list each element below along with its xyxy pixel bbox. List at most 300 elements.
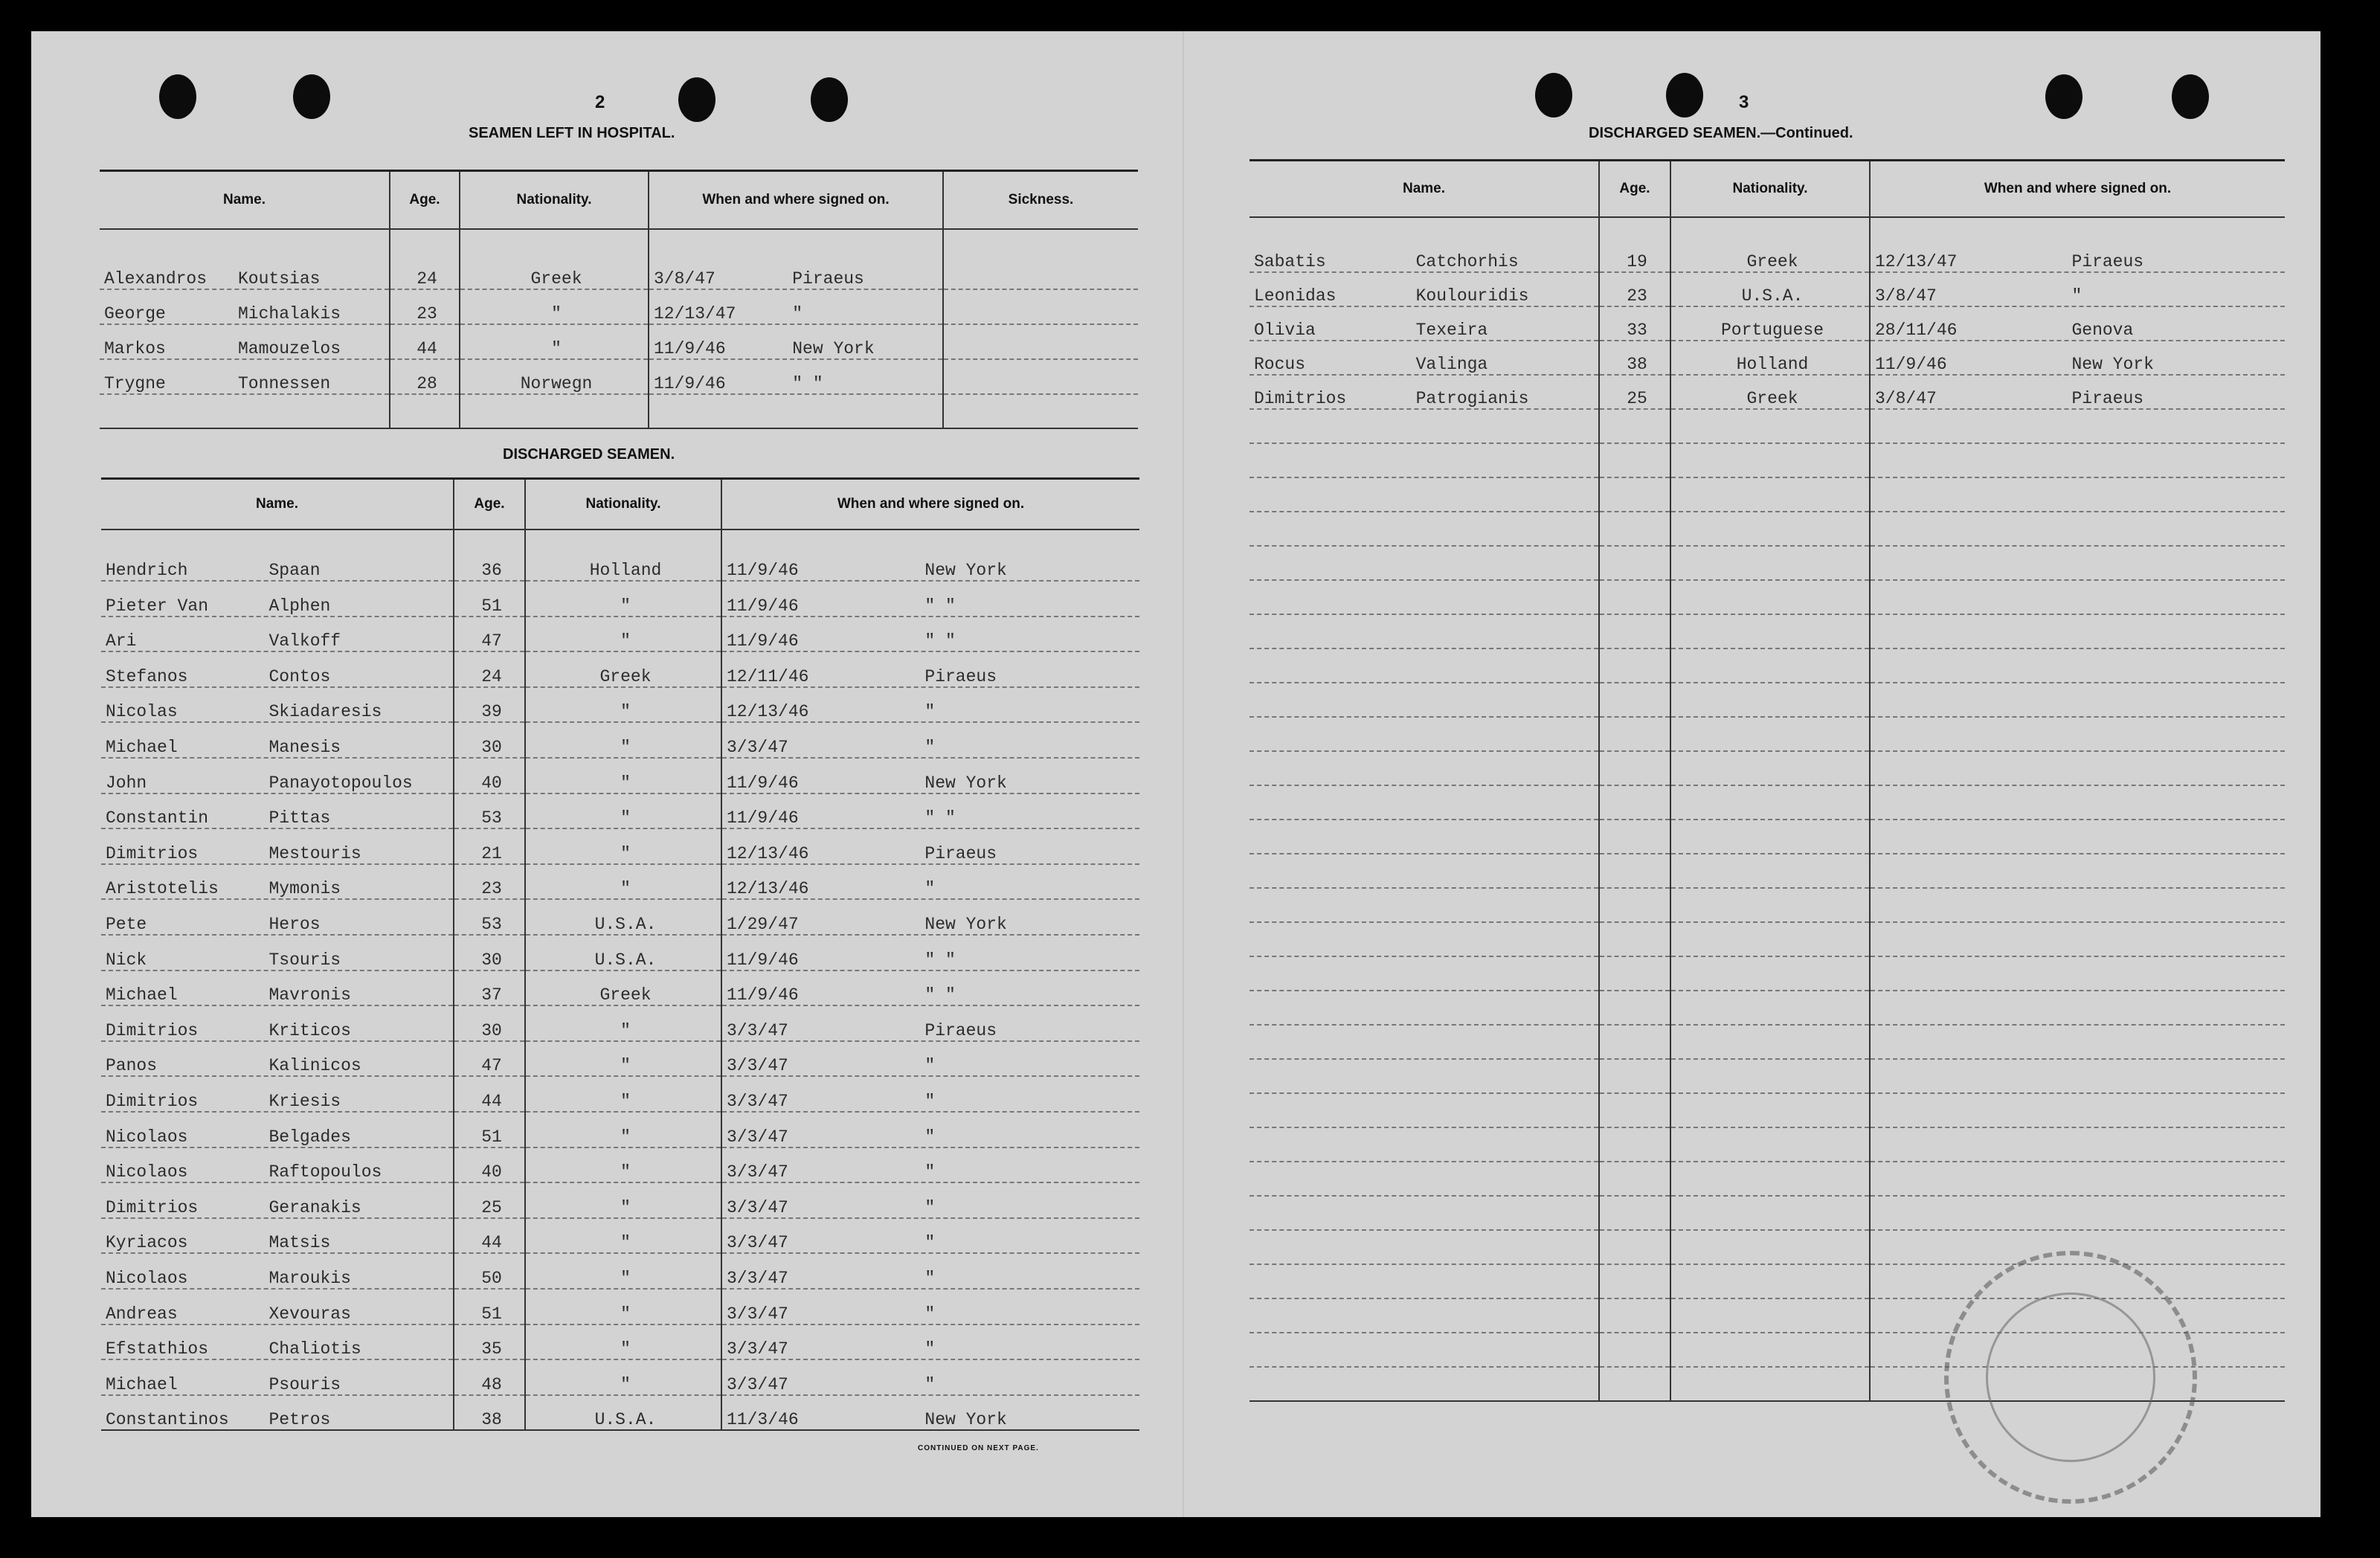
page-fold — [1183, 31, 1184, 1517]
document-sheet — [31, 31, 2320, 1517]
signed-on-place: " — [924, 1374, 936, 1394]
discharged-continued-table — [1250, 159, 2285, 1402]
seaman-first-name: Dimitrios — [106, 843, 199, 863]
seaman-nationality: " — [460, 324, 649, 359]
seaman-age: 30 — [454, 722, 525, 758]
table-row — [101, 1218, 1139, 1254]
col-header-nationality: Nationality. — [525, 479, 721, 529]
signed-on-place: New York — [924, 915, 1007, 935]
signed-on-place: " " — [792, 373, 823, 393]
seaman-age: 53 — [454, 794, 525, 829]
seaman-last-name: Mavronis — [268, 985, 351, 1005]
seaman-age: 37 — [454, 970, 525, 1006]
seaman-age: 24 — [390, 254, 460, 289]
seaman-nationality: " — [525, 1289, 721, 1324]
table-row — [101, 722, 1139, 758]
table-row — [101, 581, 1139, 617]
punch-hole — [293, 74, 330, 119]
seaman-first-name: Hendrich — [106, 561, 188, 581]
col-header-signed-on: When and where signed on. — [649, 171, 943, 229]
seaman-age: 50 — [454, 1253, 525, 1289]
seaman-last-name: Maroukis — [268, 1268, 351, 1288]
signed-on-place: " — [924, 1127, 936, 1147]
seaman-age: 23 — [1599, 272, 1670, 306]
col-header-signed-on: When and where signed on. — [1870, 161, 2285, 217]
table-row — [101, 546, 1139, 582]
seaman-first-name: Andreas — [106, 1304, 178, 1324]
seaman-age: 30 — [454, 935, 525, 970]
seaman-age: 48 — [454, 1359, 525, 1395]
seaman-first-name: George — [104, 303, 166, 323]
seaman-first-name: Pete — [106, 915, 147, 935]
seaman-last-name: Catchorhis — [1415, 251, 1519, 271]
page-number-right: 3 — [1739, 92, 1749, 112]
signed-on-date: 3/3/47 — [727, 1020, 788, 1040]
seaman-age: 25 — [454, 1182, 525, 1218]
table-row — [101, 864, 1139, 900]
signed-on-place: Piraeus — [2071, 388, 2144, 408]
discharged-section-title: DISCHARGED SEAMEN. — [503, 446, 675, 463]
signed-on-place: " — [924, 1268, 936, 1288]
seaman-last-name: Manesis — [268, 738, 341, 758]
punch-hole — [811, 77, 848, 122]
table-row — [101, 758, 1139, 794]
seaman-sickness — [943, 324, 1138, 359]
blank-row — [1250, 785, 2285, 820]
table-row — [101, 687, 1139, 723]
seaman-last-name: Michalakis — [238, 303, 341, 323]
seaman-age: 44 — [390, 324, 460, 359]
seaman-age: 25 — [1599, 375, 1670, 409]
seaman-nationality: Greek — [460, 254, 649, 289]
signed-on-place: Piraeus — [924, 843, 997, 863]
seaman-last-name: Tsouris — [268, 950, 341, 970]
seaman-last-name: Koulouridis — [1415, 286, 1529, 306]
seaman-first-name: Leonidas — [1254, 286, 1337, 306]
signed-on-place: " — [2071, 286, 2082, 306]
blank-row — [1250, 443, 2285, 477]
col-header-name: Name. — [1250, 161, 1599, 217]
signed-on-date: 11/9/46 — [727, 596, 799, 616]
seaman-age: 23 — [390, 289, 460, 324]
seaman-first-name: Dimitrios — [1254, 388, 1347, 408]
seaman-first-name: Kyriacos — [106, 1233, 188, 1253]
seaman-age: 21 — [454, 828, 525, 864]
blank-row — [1250, 991, 2285, 1025]
signed-on-date: 11/9/46 — [727, 950, 799, 970]
table-row — [101, 651, 1139, 687]
signed-on-date: 11/9/46 — [727, 773, 799, 793]
seaman-first-name: Olivia — [1254, 320, 1316, 340]
seaman-last-name: Kalinicos — [268, 1056, 361, 1076]
blank-row — [1250, 854, 2285, 888]
signed-on-date: 3/3/47 — [727, 1374, 788, 1394]
table-row — [101, 1359, 1139, 1395]
continued-note: CONTINUED ON NEXT PAGE. — [918, 1444, 1039, 1452]
seaman-last-name: Mamouzelos — [238, 338, 341, 358]
signed-on-date: 11/9/46 — [727, 561, 799, 581]
table-row — [101, 1182, 1139, 1218]
seaman-nationality: " — [525, 864, 721, 900]
signed-on-place: Piraeus — [792, 268, 864, 289]
seaman-nationality: Norwegn — [460, 359, 649, 394]
signed-on-date: 11/9/46 — [727, 808, 799, 828]
seaman-last-name: Belgades — [268, 1127, 351, 1147]
receipt-stamp — [1944, 1251, 2197, 1504]
seaman-nationality: " — [525, 1112, 721, 1147]
blank-row — [1250, 751, 2285, 785]
signed-on-place: " — [924, 1162, 936, 1182]
signed-on-place: " — [924, 1197, 936, 1217]
seaman-age: 51 — [454, 1289, 525, 1324]
signed-on-date: 3/8/47 — [654, 268, 715, 289]
seaman-last-name: Kriesis — [268, 1092, 341, 1111]
signed-on-date: 12/13/46 — [727, 843, 809, 863]
blank-row — [1250, 217, 2285, 238]
seaman-first-name: Constantinos — [106, 1410, 229, 1430]
seaman-nationality: Greek — [1670, 238, 1870, 272]
seaman-nationality: " — [525, 1147, 721, 1183]
blank-row — [1250, 512, 2285, 546]
signed-on-place: New York — [924, 773, 1007, 793]
seaman-sickness — [943, 289, 1138, 324]
punch-hole — [678, 77, 715, 122]
seaman-nationality: Greek — [525, 970, 721, 1006]
signed-on-place: Piraeus — [924, 1020, 997, 1040]
signed-on-date: 3/3/47 — [727, 1056, 788, 1076]
seaman-nationality: U.S.A. — [525, 1395, 721, 1431]
seaman-sickness — [943, 254, 1138, 289]
blank-row — [1250, 1025, 2285, 1059]
seaman-age: 40 — [454, 758, 525, 794]
blank-row — [1250, 477, 2285, 512]
signed-on-place: " " — [924, 808, 956, 828]
seaman-age: 33 — [1599, 306, 1670, 341]
seaman-age: 47 — [454, 617, 525, 652]
seaman-age: 38 — [454, 1395, 525, 1431]
seaman-first-name: Aristotelis — [106, 879, 219, 899]
col-header-nationality: Nationality. — [460, 171, 649, 229]
seaman-nationality: " — [525, 1218, 721, 1254]
seaman-first-name: Panos — [106, 1056, 158, 1076]
table-row — [1250, 272, 2285, 306]
signed-on-place: " — [924, 1092, 936, 1111]
table-row — [101, 1041, 1139, 1077]
seaman-last-name: Pittas — [268, 808, 331, 828]
seaman-nationality: Greek — [1670, 375, 1870, 409]
signed-on-date: 3/8/47 — [1875, 388, 1937, 408]
signed-on-place: " " — [924, 950, 956, 970]
seaman-nationality: " — [525, 1253, 721, 1289]
signed-on-date: 11/9/46 — [654, 338, 726, 358]
signed-on-place: " — [924, 738, 936, 758]
col-header-nationality: Nationality. — [1670, 161, 1870, 217]
seaman-first-name: Constantin — [106, 808, 209, 828]
blank-row — [1250, 1093, 2285, 1127]
table-row — [1250, 375, 2285, 409]
seaman-last-name: Petros — [268, 1410, 331, 1430]
signed-on-date: 12/11/46 — [727, 666, 809, 686]
signed-on-place: New York — [924, 1410, 1007, 1430]
table-row — [1250, 306, 2285, 341]
punch-hole — [1666, 73, 1703, 118]
seaman-first-name: Dimitrios — [106, 1092, 199, 1111]
seaman-sickness — [943, 359, 1138, 394]
seaman-age: 53 — [454, 899, 525, 935]
blank-row — [1250, 1162, 2285, 1196]
hospital-section-title: SEAMEN LEFT IN HOSPITAL. — [469, 125, 675, 141]
signed-on-date: 3/3/47 — [727, 1127, 788, 1147]
blank-row — [1250, 888, 2285, 922]
signed-on-date: 11/3/46 — [727, 1410, 799, 1430]
table-row — [101, 794, 1139, 829]
seaman-first-name: Trygne — [104, 373, 166, 393]
blank-row — [1250, 546, 2285, 580]
seaman-age: 24 — [454, 651, 525, 687]
seaman-last-name: Chaliotis — [268, 1339, 361, 1359]
seaman-first-name: Markos — [104, 338, 166, 358]
seaman-last-name: Spaan — [268, 561, 321, 581]
col-header-name: Name. — [101, 479, 454, 529]
signed-on-date: 11/9/46 — [727, 985, 799, 1005]
col-header-signed-on: When and where signed on. — [721, 479, 1139, 529]
seaman-last-name: Geranakis — [268, 1197, 361, 1217]
seaman-age: 30 — [454, 1005, 525, 1041]
seaman-last-name: Xevouras — [268, 1304, 351, 1324]
blank-row — [1250, 683, 2285, 717]
punch-hole — [2045, 74, 2082, 119]
signed-on-place: Genova — [2071, 320, 2134, 340]
seaman-last-name: Raftopoulos — [268, 1162, 382, 1182]
discharged-table — [101, 477, 1139, 1431]
table-row — [101, 899, 1139, 935]
table-row — [101, 935, 1139, 970]
signed-on-place: New York — [2071, 354, 2154, 374]
blank-row — [1250, 1127, 2285, 1162]
table-row — [101, 617, 1139, 652]
seaman-last-name: Mestouris — [268, 843, 361, 863]
signed-on-place: " — [924, 1304, 936, 1324]
blank-row — [1250, 1230, 2285, 1264]
seaman-nationality: " — [525, 1041, 721, 1077]
table-row — [101, 970, 1139, 1006]
signed-on-date: 3/3/47 — [727, 738, 788, 758]
seaman-first-name: Nicolaos — [106, 1127, 188, 1147]
signed-on-date: 12/13/46 — [727, 879, 809, 899]
seaman-last-name: Mymonis — [268, 879, 341, 899]
seaman-last-name: Alphen — [268, 596, 331, 616]
table-row — [100, 254, 1138, 289]
table-row — [100, 324, 1138, 359]
signed-on-place: " — [924, 1339, 936, 1359]
seaman-first-name: Nicolaos — [106, 1162, 188, 1182]
seaman-first-name: Dimitrios — [106, 1020, 199, 1040]
signed-on-date: 28/11/46 — [1875, 320, 1958, 340]
seaman-first-name: Michael — [106, 985, 178, 1005]
seaman-last-name: Psouris — [268, 1374, 341, 1394]
seaman-last-name: Panayotopoulos — [268, 773, 413, 793]
blank-row — [1250, 1059, 2285, 1093]
seaman-age: 40 — [454, 1147, 525, 1183]
blank-row — [1250, 1196, 2285, 1230]
seaman-age: 19 — [1599, 238, 1670, 272]
seaman-nationality: " — [525, 722, 721, 758]
signed-on-date: 12/13/47 — [654, 303, 736, 323]
seaman-nationality: " — [525, 1005, 721, 1041]
seaman-nationality: " — [525, 1182, 721, 1218]
seaman-first-name: Michael — [106, 738, 178, 758]
signed-on-date: 12/13/47 — [1875, 251, 1958, 271]
seaman-last-name: Tonnessen — [238, 373, 331, 393]
signed-on-date: 3/3/47 — [727, 1304, 788, 1324]
table-row — [101, 1289, 1139, 1324]
signed-on-date: 11/9/46 — [1875, 354, 1947, 374]
seaman-nationality: " — [525, 828, 721, 864]
blank-row — [1250, 820, 2285, 854]
signed-on-place: " " — [924, 985, 956, 1005]
seaman-last-name: Valkoff — [268, 631, 341, 651]
seaman-first-name: Sabatis — [1254, 251, 1326, 271]
seaman-first-name: Stefanos — [106, 666, 188, 686]
seaman-nationality: " — [525, 758, 721, 794]
signed-on-place: Piraeus — [2071, 251, 2144, 271]
signed-on-place: " — [924, 1056, 936, 1076]
seaman-first-name: Rocus — [1254, 354, 1306, 374]
seaman-last-name: Heros — [268, 915, 321, 935]
signed-on-place: New York — [924, 561, 1007, 581]
table-row — [101, 1005, 1139, 1041]
seaman-last-name: Kriticos — [268, 1020, 351, 1040]
seaman-nationality: " — [525, 1324, 721, 1360]
table-row — [101, 1147, 1139, 1183]
seaman-age: 28 — [390, 359, 460, 394]
blank-row — [1250, 614, 2285, 648]
seaman-nationality: Holland — [1670, 341, 1870, 375]
seaman-age: 51 — [454, 1112, 525, 1147]
signed-on-place: New York — [792, 338, 875, 358]
seaman-nationality: " — [525, 1359, 721, 1395]
table-row — [1250, 238, 2285, 272]
seaman-age: 38 — [1599, 341, 1670, 375]
col-header-age: Age. — [454, 479, 525, 529]
col-header-name: Name. — [100, 171, 390, 229]
signed-on-date: 1/29/47 — [727, 915, 799, 935]
seaman-first-name: Dimitrios — [106, 1197, 199, 1217]
seaman-age: 51 — [454, 581, 525, 617]
col-header-sickness: Sickness. — [943, 171, 1138, 229]
blank-row — [1250, 409, 2285, 443]
signed-on-place: Piraeus — [924, 666, 997, 686]
punch-hole — [159, 74, 196, 119]
seaman-last-name: Contos — [268, 666, 331, 686]
table-row — [100, 289, 1138, 324]
signed-on-place: " " — [924, 631, 956, 651]
punch-hole — [1535, 73, 1572, 118]
seaman-nationality: " — [525, 687, 721, 723]
seaman-nationality: U.S.A. — [525, 935, 721, 970]
col-header-age: Age. — [390, 171, 460, 229]
hospital-table — [100, 170, 1138, 429]
seaman-age: 44 — [454, 1218, 525, 1254]
seaman-last-name: Valinga — [1415, 354, 1488, 374]
blank-row — [1250, 956, 2285, 991]
blank-row — [1250, 922, 2285, 956]
col-header-age: Age. — [1599, 161, 1670, 217]
seaman-last-name: Texeira — [1415, 320, 1488, 340]
seaman-age: 39 — [454, 687, 525, 723]
seaman-first-name: Nicolaos — [106, 1268, 188, 1288]
table-row — [1250, 341, 2285, 375]
table-row — [101, 1324, 1139, 1360]
seaman-nationality: Portuguese — [1670, 306, 1870, 341]
seaman-first-name: Ari — [106, 631, 137, 651]
signed-on-date: 11/9/46 — [727, 631, 799, 651]
seaman-nationality: Holland — [525, 546, 721, 582]
seaman-first-name: Pieter Van — [106, 596, 209, 616]
seaman-nationality: " — [525, 794, 721, 829]
table-row — [101, 1076, 1139, 1112]
signed-on-date: 3/3/47 — [727, 1197, 788, 1217]
seaman-nationality: Greek — [525, 651, 721, 687]
page-number-left: 2 — [595, 92, 605, 112]
blank-row — [1250, 580, 2285, 614]
blank-row — [1250, 648, 2285, 683]
seaman-nationality: " — [525, 617, 721, 652]
signed-on-place: " " — [924, 596, 956, 616]
seaman-first-name: Alexandros — [104, 268, 208, 289]
seaman-first-name: John — [106, 773, 147, 793]
seaman-last-name: Patrogianis — [1415, 388, 1529, 408]
table-row — [101, 828, 1139, 864]
seaman-first-name: Michael — [106, 1374, 178, 1394]
table-row — [101, 1112, 1139, 1147]
signed-on-date: 3/3/47 — [727, 1162, 788, 1182]
seaman-nationality: " — [460, 289, 649, 324]
seaman-nationality: U.S.A. — [1670, 272, 1870, 306]
discharged-continued-title: DISCHARGED SEAMEN.—Continued. — [1589, 125, 1853, 141]
seaman-last-name: Skiadaresis — [268, 702, 382, 722]
signed-on-place: " — [792, 303, 803, 323]
blank-row — [101, 529, 1139, 546]
seaman-nationality: " — [525, 581, 721, 617]
seaman-age: 36 — [454, 546, 525, 582]
seaman-first-name: Nicolas — [106, 702, 178, 722]
punch-hole — [2172, 74, 2209, 119]
signed-on-date: 3/3/47 — [727, 1092, 788, 1111]
seaman-first-name: Nick — [106, 950, 147, 970]
seaman-age: 47 — [454, 1041, 525, 1077]
signed-on-date: 3/3/47 — [727, 1233, 788, 1253]
signed-on-place: " — [924, 1233, 936, 1253]
signed-on-date: 12/13/46 — [727, 702, 809, 722]
signed-on-date: 3/8/47 — [1875, 286, 1937, 306]
seaman-nationality: " — [525, 1076, 721, 1112]
signed-on-date: 3/3/47 — [727, 1339, 788, 1359]
table-row — [101, 1395, 1139, 1431]
seaman-nationality: U.S.A. — [525, 899, 721, 935]
table-row — [101, 1253, 1139, 1289]
seaman-age: 23 — [454, 864, 525, 900]
blank-row — [1250, 717, 2285, 751]
signed-on-place: " — [924, 702, 936, 722]
seaman-age: 35 — [454, 1324, 525, 1360]
signed-on-date: 3/3/47 — [727, 1268, 788, 1288]
signed-on-date: 11/9/46 — [654, 373, 726, 393]
seaman-first-name: Efstathios — [106, 1339, 209, 1359]
table-row — [100, 359, 1138, 394]
seaman-age: 44 — [454, 1076, 525, 1112]
seaman-last-name: Matsis — [268, 1233, 331, 1253]
